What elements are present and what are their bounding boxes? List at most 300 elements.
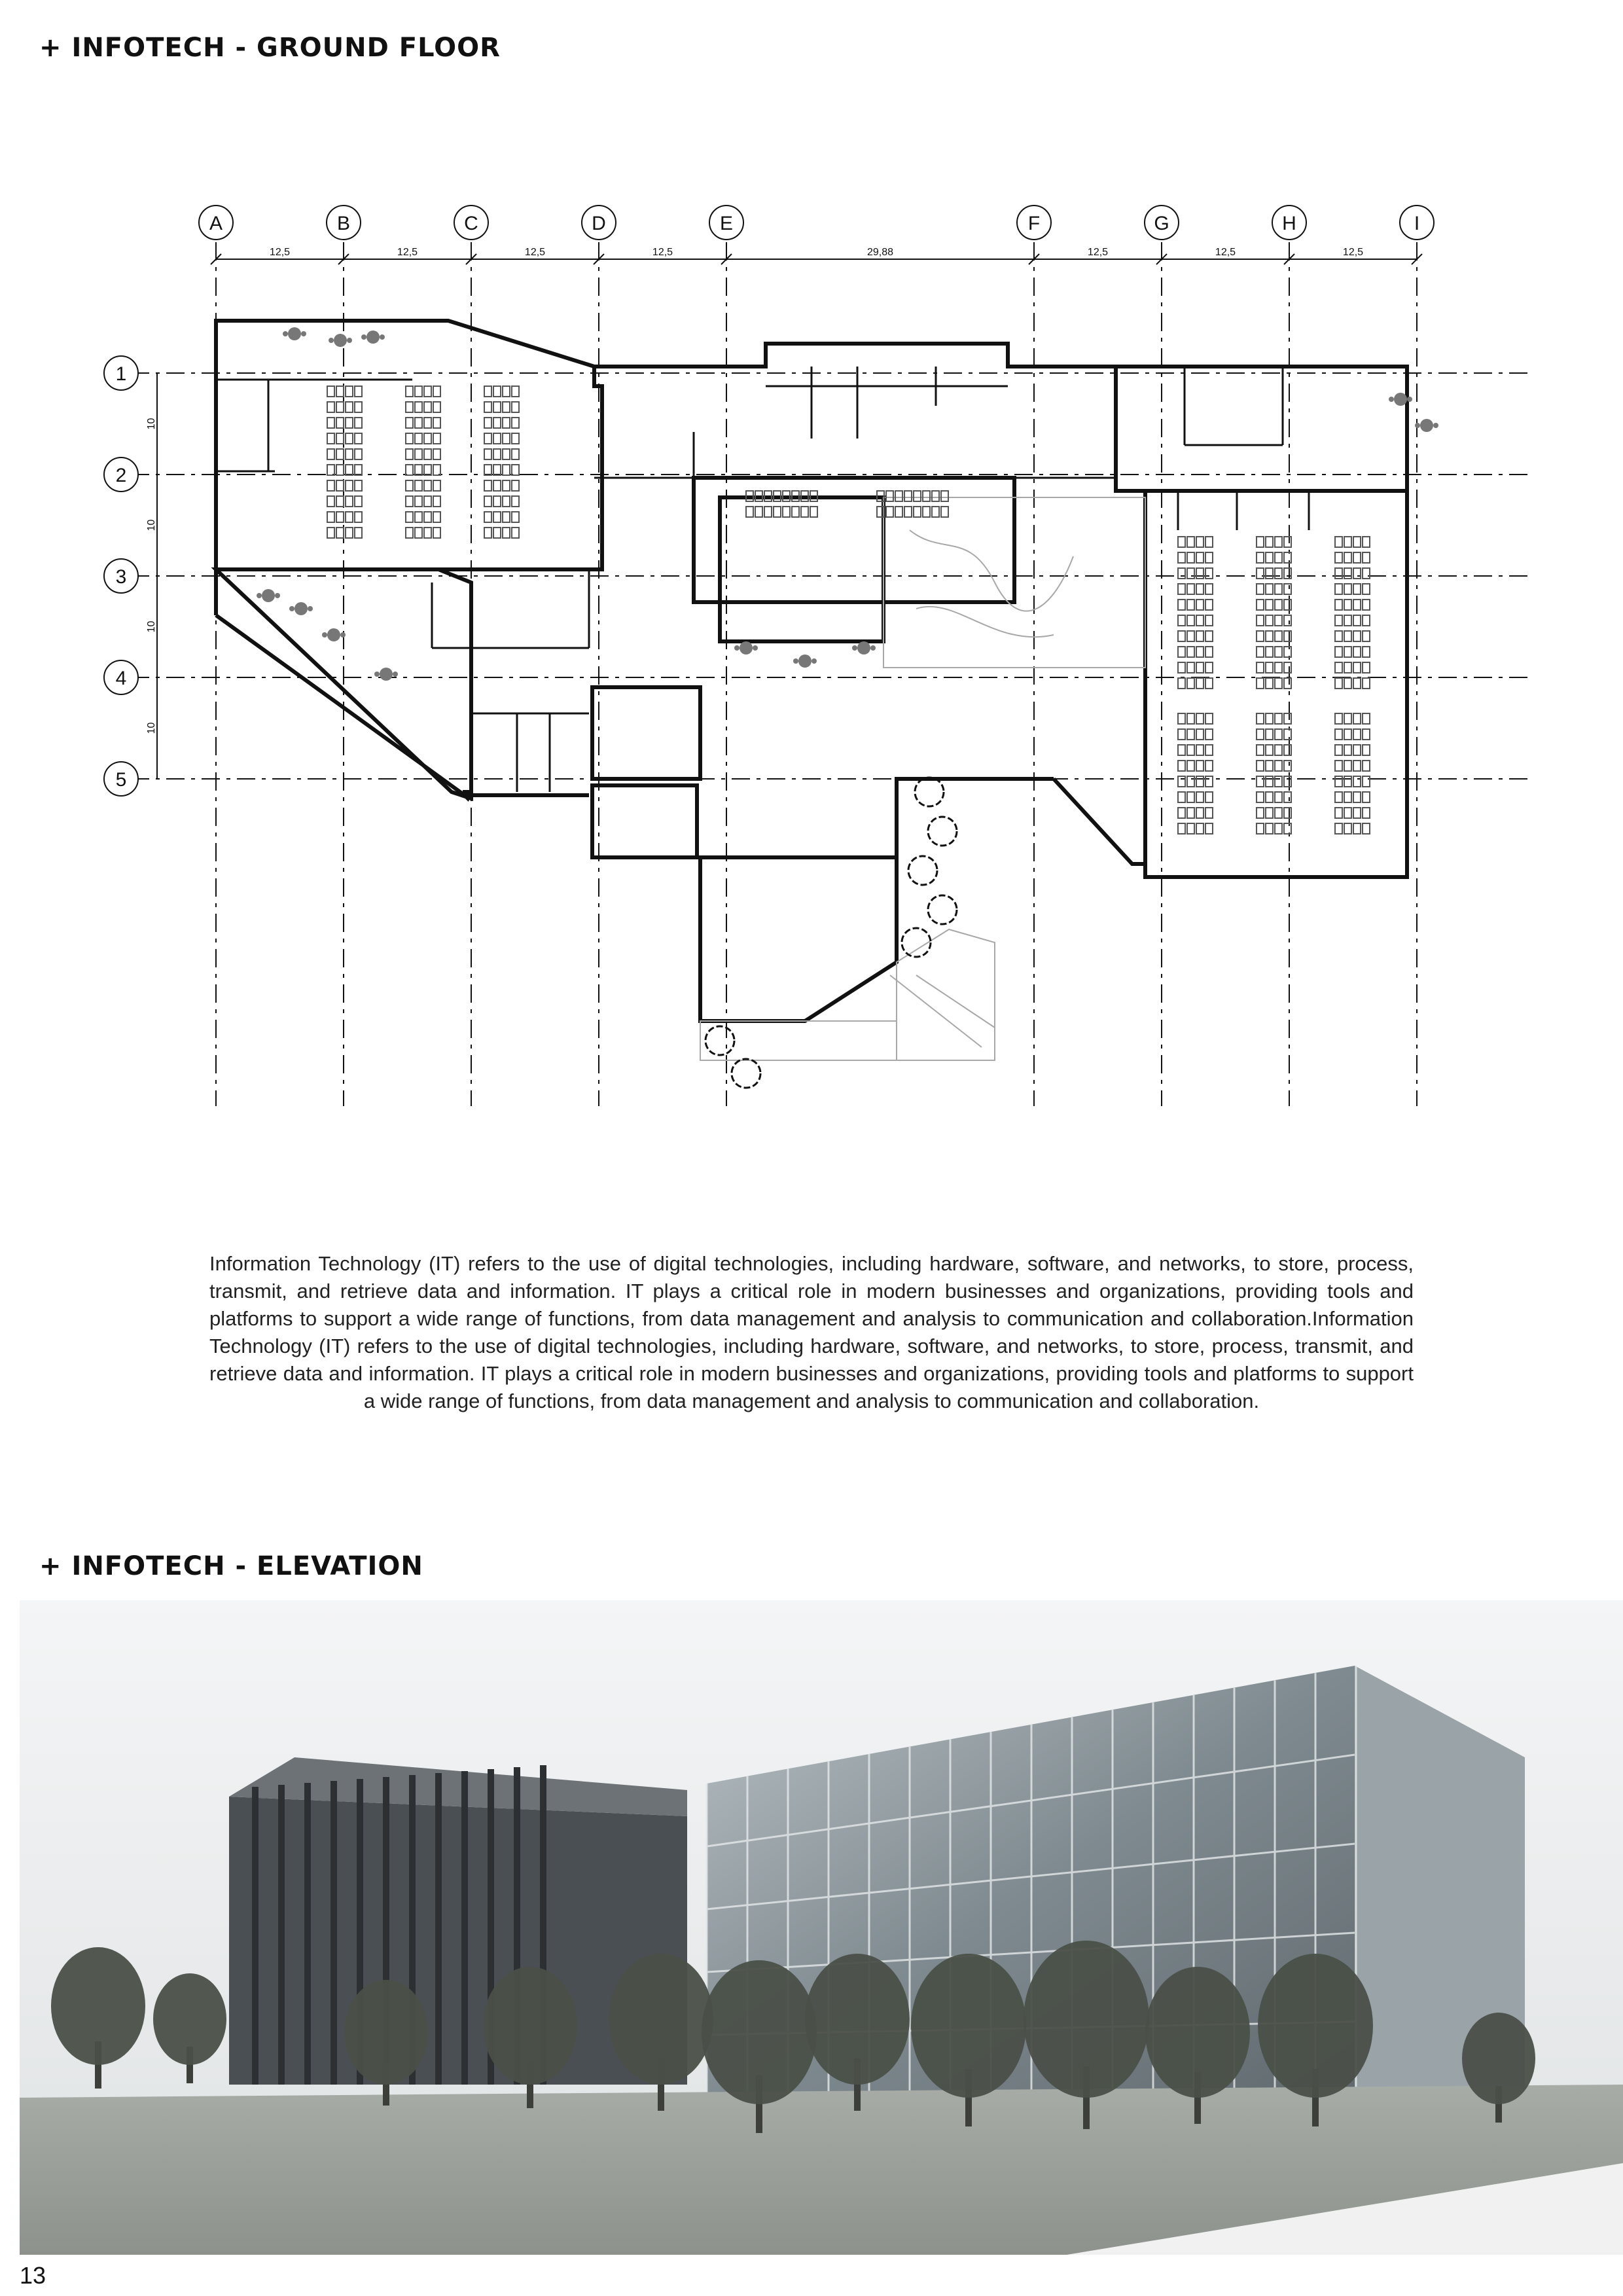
desk <box>336 480 344 491</box>
desk <box>1344 537 1351 547</box>
desk <box>1187 600 1194 610</box>
desk <box>406 480 413 491</box>
desk <box>433 480 440 491</box>
desk <box>336 386 344 397</box>
desk <box>336 528 344 538</box>
grid-bubble-A <box>199 206 233 240</box>
grid-bubble-F <box>1017 206 1051 240</box>
desk <box>1284 792 1291 802</box>
desk <box>1257 615 1264 626</box>
desk <box>406 512 413 522</box>
desk <box>1284 552 1291 563</box>
desk <box>415 528 422 538</box>
desk <box>1353 600 1361 610</box>
desk <box>336 418 344 428</box>
desk <box>1257 568 1264 579</box>
column-spacing-label: 12,5 <box>269 247 291 258</box>
desk <box>1275 792 1282 802</box>
desk <box>503 449 510 459</box>
desk <box>1196 792 1204 802</box>
desk <box>1187 568 1194 579</box>
tree-symbol <box>705 1026 734 1055</box>
desk <box>1178 662 1185 673</box>
description-paragraph: Information Technology (IT) refers to the use of digital technologies, including hardware, software, and networks, to store, process, transmit, and retrieve data and information. IT plays a critical role in modern businesses and organizations, providing tools and platforms to support a wide range of functions, from data management and analysis to communication and collaboration.Information Technology (IT) refers to the use of digital technologies, including hardware, software, and networks, to store, process, transmit, and retrieve data and information. IT plays a critical role in modern businesses and organizations, providing tools and platforms to support a wide range of functions, from data management and analysis to communication and collaboration. <box>209 1252 1414 1412</box>
desk <box>1257 776 1264 787</box>
desk <box>1266 678 1273 689</box>
desk <box>1275 808 1282 818</box>
desk <box>1335 615 1342 626</box>
desk <box>1257 631 1264 641</box>
desk <box>1275 745 1282 755</box>
desk <box>1363 678 1370 689</box>
meeting-table <box>289 602 313 615</box>
desk <box>415 402 422 412</box>
tree-symbol <box>915 778 944 806</box>
desk <box>424 512 431 522</box>
desk <box>355 418 362 428</box>
ground-floor-title: + INFOTECH - GROUND FLOOR <box>39 33 501 63</box>
meeting-table <box>361 331 385 344</box>
desk <box>346 496 353 507</box>
desk <box>1363 729 1370 740</box>
desk <box>424 465 431 475</box>
desk <box>1275 568 1282 579</box>
desk <box>1266 552 1273 563</box>
desk <box>1335 552 1342 563</box>
grid-label-1: 1 <box>115 363 127 385</box>
desk <box>1187 647 1194 657</box>
desk <box>1196 761 1204 771</box>
desk <box>1363 761 1370 771</box>
desk <box>941 491 948 501</box>
desk <box>512 449 519 459</box>
desk <box>1178 792 1185 802</box>
desk <box>1335 678 1342 689</box>
desk <box>346 512 353 522</box>
desk <box>1196 729 1204 740</box>
desk <box>1196 568 1204 579</box>
desk <box>493 418 501 428</box>
column-spacing-label: 12,5 <box>1087 247 1109 258</box>
desk <box>1196 537 1204 547</box>
desk <box>433 433 440 444</box>
desk <box>1363 584 1370 594</box>
desk <box>1266 776 1273 787</box>
column-spacing-label: 12,5 <box>1342 247 1364 258</box>
desk <box>1257 537 1264 547</box>
desk <box>406 449 413 459</box>
desk <box>1353 678 1361 689</box>
desk <box>415 418 422 428</box>
desk <box>1178 808 1185 818</box>
desk <box>1205 615 1213 626</box>
desk <box>1353 713 1361 724</box>
column-spacing-label: 12,5 <box>652 247 673 258</box>
desk <box>512 386 519 397</box>
desk <box>1284 537 1291 547</box>
desk <box>895 507 902 517</box>
desk <box>406 418 413 428</box>
row-spacing-label: 10 <box>146 418 157 430</box>
desk <box>1187 631 1194 641</box>
desk <box>1266 792 1273 802</box>
desk <box>1344 600 1351 610</box>
desk <box>503 418 510 428</box>
core-block <box>592 687 700 779</box>
desk <box>355 528 362 538</box>
desk <box>886 507 893 517</box>
furniture <box>257 327 1438 834</box>
east-lower-edge <box>1054 779 1145 864</box>
desk <box>1363 776 1370 787</box>
desk <box>424 433 431 444</box>
desk <box>433 465 440 475</box>
desk-cluster <box>1178 713 1213 834</box>
desk <box>1196 823 1204 834</box>
desk <box>415 433 422 444</box>
desk <box>1335 647 1342 657</box>
desk <box>1178 615 1185 626</box>
desk <box>1257 729 1264 740</box>
grid-label-2: 2 <box>115 465 127 486</box>
desk <box>1205 552 1213 563</box>
desk <box>415 449 422 459</box>
desk <box>1196 600 1204 610</box>
desk <box>1363 662 1370 673</box>
central-south-edge <box>897 779 1054 962</box>
desk <box>1196 615 1204 626</box>
desk <box>415 480 422 491</box>
desk <box>346 418 353 428</box>
desk <box>355 386 362 397</box>
desk <box>327 418 334 428</box>
desk <box>1187 745 1194 755</box>
desk <box>1187 552 1194 563</box>
desk <box>336 496 344 507</box>
grid-bubble-2 <box>104 457 138 492</box>
desk <box>406 528 413 538</box>
desk <box>484 512 491 522</box>
grid-bubble-4 <box>104 660 138 694</box>
desk <box>346 449 353 459</box>
desk <box>1187 792 1194 802</box>
grid-bubble-I <box>1400 206 1434 240</box>
desk <box>1196 713 1204 724</box>
desk <box>1187 776 1194 787</box>
desk <box>355 465 362 475</box>
desk <box>1275 600 1282 610</box>
desk <box>355 433 362 444</box>
desk <box>493 433 501 444</box>
desk <box>512 418 519 428</box>
grid-label-B: B <box>336 213 351 234</box>
desk <box>503 386 510 397</box>
desk <box>484 449 491 459</box>
desk <box>1284 600 1291 610</box>
desk <box>1257 792 1264 802</box>
desk <box>355 480 362 491</box>
desk <box>1284 745 1291 755</box>
desk <box>923 491 930 501</box>
desk <box>895 491 902 501</box>
desk <box>503 528 510 538</box>
desk <box>1353 568 1361 579</box>
desk <box>904 491 912 501</box>
desk <box>1353 552 1361 563</box>
desk <box>1335 568 1342 579</box>
entrance-block-wall <box>700 857 897 1021</box>
desk <box>1266 631 1273 641</box>
desk <box>346 433 353 444</box>
grid-bubble-C <box>454 206 488 240</box>
desk <box>1335 584 1342 594</box>
desk <box>327 512 334 522</box>
desk <box>493 449 501 459</box>
desk <box>1363 537 1370 547</box>
desk <box>415 512 422 522</box>
desk <box>346 480 353 491</box>
desk <box>1266 537 1273 547</box>
north-wall-center <box>594 344 1116 386</box>
desk <box>406 386 413 397</box>
desk <box>512 528 519 538</box>
grid-bubble-5 <box>104 762 138 796</box>
desk <box>1187 729 1194 740</box>
row-spacing-label: 10 <box>146 620 157 633</box>
desk <box>433 528 440 538</box>
desk <box>484 496 491 507</box>
desk <box>886 491 893 501</box>
desk <box>424 418 431 428</box>
desk <box>346 386 353 397</box>
desk <box>1257 808 1264 818</box>
desk <box>493 512 501 522</box>
desk <box>1335 600 1342 610</box>
desk <box>327 480 334 491</box>
desk <box>336 465 344 475</box>
desk <box>512 480 519 491</box>
desk <box>1335 729 1342 740</box>
desk <box>424 386 431 397</box>
desk <box>327 433 334 444</box>
column-dimensions <box>270 247 1363 258</box>
desk <box>512 433 519 444</box>
desk <box>1363 631 1370 641</box>
desk <box>1275 761 1282 771</box>
ground-floor-plan <box>92 190 1564 1132</box>
desk <box>1196 662 1204 673</box>
desk <box>503 480 510 491</box>
desk <box>1205 761 1213 771</box>
desk <box>1344 662 1351 673</box>
desk <box>1257 745 1264 755</box>
desk <box>1196 631 1204 641</box>
desk <box>1187 537 1194 547</box>
desk <box>904 507 912 517</box>
desk <box>1266 745 1273 755</box>
desk <box>355 449 362 459</box>
desk <box>914 491 921 501</box>
desk <box>1257 823 1264 834</box>
desk <box>493 480 501 491</box>
desk <box>1353 792 1361 802</box>
desk <box>1353 584 1361 594</box>
desk <box>1205 631 1213 641</box>
desk <box>1266 568 1273 579</box>
desk <box>1187 584 1194 594</box>
column-spacing-label: 12,5 <box>524 247 546 258</box>
desk <box>1335 537 1342 547</box>
tree-symbol <box>732 1059 760 1088</box>
desk <box>1335 713 1342 724</box>
desk <box>1196 776 1204 787</box>
grid-label-A: A <box>209 213 223 234</box>
tree-symbol <box>928 817 957 846</box>
desk <box>1178 647 1185 657</box>
desk <box>1363 647 1370 657</box>
desk <box>336 512 344 522</box>
desk <box>1363 792 1370 802</box>
desk <box>346 528 353 538</box>
desk <box>1187 823 1194 834</box>
desk <box>1335 761 1342 771</box>
east-wing-wall <box>1116 367 1407 491</box>
grid-bubble-1 <box>104 356 138 390</box>
grid-bubble-E <box>709 206 743 240</box>
desk <box>1353 823 1361 834</box>
desk <box>415 496 422 507</box>
diagonal-west-edge <box>216 615 589 795</box>
desk <box>1266 615 1273 626</box>
desk <box>1284 631 1291 641</box>
desk <box>484 418 491 428</box>
desk <box>932 491 939 501</box>
desk <box>484 465 491 475</box>
desk <box>1353 537 1361 547</box>
desk <box>1363 745 1370 755</box>
desk <box>932 507 939 517</box>
desk <box>1284 615 1291 626</box>
grid-bubble-D <box>582 206 616 240</box>
desk <box>764 507 772 517</box>
desk <box>1284 662 1291 673</box>
desk <box>336 449 344 459</box>
desk <box>1284 713 1291 724</box>
desk <box>1284 761 1291 771</box>
grid-label-H: H <box>1282 213 1296 234</box>
desk <box>1344 808 1351 818</box>
desk <box>1187 678 1194 689</box>
desk <box>1205 600 1213 610</box>
desk-cluster <box>746 491 817 517</box>
desk <box>484 386 491 397</box>
desk <box>484 402 491 412</box>
desk <box>1205 537 1213 547</box>
desk-cluster <box>327 386 362 538</box>
desk <box>1187 615 1194 626</box>
stair-core <box>592 785 697 857</box>
desk <box>406 465 413 475</box>
desk <box>1205 568 1213 579</box>
desk <box>1353 615 1361 626</box>
desk <box>1344 776 1351 787</box>
desk <box>327 465 334 475</box>
grid-label-3: 3 <box>115 566 127 588</box>
desk <box>1205 584 1213 594</box>
desk <box>1266 808 1273 818</box>
desk <box>1344 568 1351 579</box>
desk <box>1205 823 1213 834</box>
desk <box>1178 552 1185 563</box>
desk <box>406 402 413 412</box>
desk <box>1275 615 1282 626</box>
desk <box>433 512 440 522</box>
desk <box>1205 647 1213 657</box>
desk <box>503 496 510 507</box>
desk <box>346 402 353 412</box>
meeting-table <box>1415 419 1438 432</box>
desk <box>1275 823 1282 834</box>
desk-cluster <box>406 386 440 538</box>
desk <box>1178 584 1185 594</box>
desk <box>1187 662 1194 673</box>
desk <box>512 465 519 475</box>
page-number: 13 <box>20 2262 46 2289</box>
west-wing-wall <box>216 321 602 569</box>
tree-symbol <box>928 895 957 924</box>
desk <box>1344 745 1351 755</box>
desk <box>1266 823 1273 834</box>
desk <box>1205 745 1213 755</box>
desk <box>424 528 431 538</box>
desk <box>1363 823 1370 834</box>
desk <box>1266 729 1273 740</box>
desk <box>1178 729 1185 740</box>
grid-bubble-G <box>1145 206 1179 240</box>
desk <box>1275 713 1282 724</box>
desk <box>1196 808 1204 818</box>
desk <box>1257 713 1264 724</box>
desk <box>327 449 334 459</box>
meeting-table <box>283 327 306 340</box>
grid-label-E: E <box>719 213 734 234</box>
desk <box>1205 729 1213 740</box>
desk <box>1284 568 1291 579</box>
column-spacing-label: 12,5 <box>397 247 418 258</box>
desk <box>355 496 362 507</box>
meeting-table <box>257 589 280 602</box>
desk <box>1266 761 1273 771</box>
desk <box>512 512 519 522</box>
desk <box>1335 776 1342 787</box>
desk <box>1284 808 1291 818</box>
desk <box>1205 792 1213 802</box>
desk <box>1335 823 1342 834</box>
desk <box>493 386 501 397</box>
grid-lines <box>131 242 1531 1106</box>
desk <box>433 386 440 397</box>
desk <box>941 507 948 517</box>
column-spacing-label: 12,5 <box>1215 247 1236 258</box>
desk <box>424 449 431 459</box>
desk <box>1178 713 1185 724</box>
desk <box>1187 808 1194 818</box>
desk <box>433 449 440 459</box>
grid-label-4: 4 <box>115 668 127 689</box>
grid-label-C: C <box>464 213 478 234</box>
desk <box>1335 745 1342 755</box>
desk <box>512 402 519 412</box>
